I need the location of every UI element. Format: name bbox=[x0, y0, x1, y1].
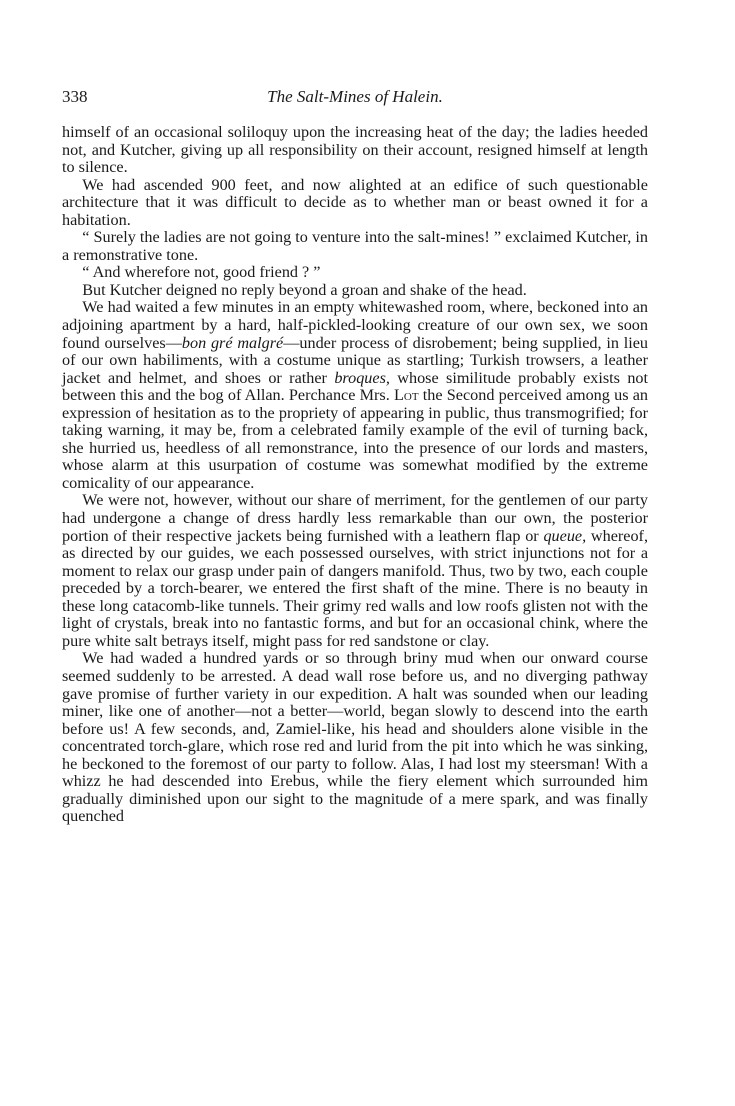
paragraph bbox=[62, 124, 648, 177]
page-header bbox=[62, 87, 648, 111]
italic-text: bon gré malgré bbox=[181, 333, 284, 352]
text-run: himself of an occasional soliloquy upon the increasing heat of the day; the ladies heeded not, and Kutcher, giving up all responsibility on their account, resigned himself at length to silence. bbox=[62, 123, 648, 177]
text-run: We were not, however, without our share of merriment, for the gentlemen of our party had undergone a change of dress hardly less remarkable than our own, the posterior portion of their respective jackets being furnished with a leathern flap or bbox=[62, 491, 648, 545]
paragraph bbox=[62, 299, 648, 492]
paragraph bbox=[62, 650, 648, 825]
page-number: 338 bbox=[62, 87, 88, 106]
running-title: The Salt-Mines of Halein. bbox=[267, 87, 443, 106]
paragraph bbox=[62, 282, 648, 300]
italic-text: broques, bbox=[334, 368, 390, 387]
paragraph bbox=[62, 492, 648, 650]
text-run: —under process of disrobement; being supplied, in lieu of our own habiliments, with a costume unique as startling; Turkish trowsers, a leather jacket and helmet, and shoes or rather bbox=[62, 333, 649, 387]
small-caps-text: Lot bbox=[394, 386, 419, 405]
text-run: whereof, as directed by our guides, we each possessed ourselves, with strict injunctions not for a moment to relax our grasp under pain of dangers manifold. Thus, two by two, each couple preceded by a torch-bearer, we entered the first shaft of the mine. There is no beauty in these long catacomb-like tunnels. Their grimy red walls and low roofs glisten not with the light of crystals, break into no fantastic forms, and but for an occasional chink, where the pure white salt betrays itself, might pass for red sandstone or clay. bbox=[62, 526, 648, 650]
paragraph bbox=[62, 177, 648, 230]
text-run: We had ascended 900 feet, and now alighted at an edifice of such questionable architecture that it was difficult to decide as to whether man or beast owned it for a habitation. bbox=[62, 175, 648, 229]
text-run: whose similitude probably exists not between this and the bog of Allan. Perchance Mrs. bbox=[62, 368, 649, 405]
paragraph bbox=[62, 229, 648, 264]
text-run: We had waded a hundred yards or so through briny mud when our onward course seemed suddenly to be arrested. A dead wall rose before us, and no diverging pathway gave promise of further variety in our expedition. A halt was sounded when our leading miner, like one of another—not a better—world, began slowly to descend into the earth before us! A few seconds, and, Zamiel-like, his head and shoulders alone visible in the concentrated torch-glare, which rose red and lurid from the pit into which he was sinking, he beckoned to the foremost of our party to follow. Alas, I had lost my steersman! With a whizz he had descended into Erebus, while the fiery element which surrounded him gradually diminished upon our sight to the magnitude of a mere spark, and was finally quenched bbox=[62, 649, 648, 826]
paragraph bbox=[62, 264, 648, 282]
text-run: “ And wherefore not, good friend ? ” bbox=[82, 263, 321, 282]
text-run: But Kutcher deigned no reply beyond a groan and shake of the head. bbox=[82, 280, 527, 299]
italic-text: queue, bbox=[543, 526, 587, 545]
text-run: “ Surely the ladies are not going to venture into the salt-mines! ” exclaimed Kutcher, in a remonstrative tone. bbox=[62, 228, 648, 264]
body-text bbox=[62, 124, 648, 826]
text-run: the Second perceived among us an expression of hesitation as to the propriety of appearing in public, thus transmogrified; for taking warning, it may be, from a celebrated family example of the evil of turning back, she hurried us, heedless of all remonstrance, into the presence of our lords and masters, whose alarm at this usurpation of costume was somewhat modified by the extreme comicality of our appearance. bbox=[62, 386, 648, 492]
text-run: We had waited a few minutes in an empty whitewashed room, where, beckoned into an adjoining apartment by a hard, half-pickled-looking creature of our own sex, we soon found ourselves— bbox=[62, 298, 648, 352]
